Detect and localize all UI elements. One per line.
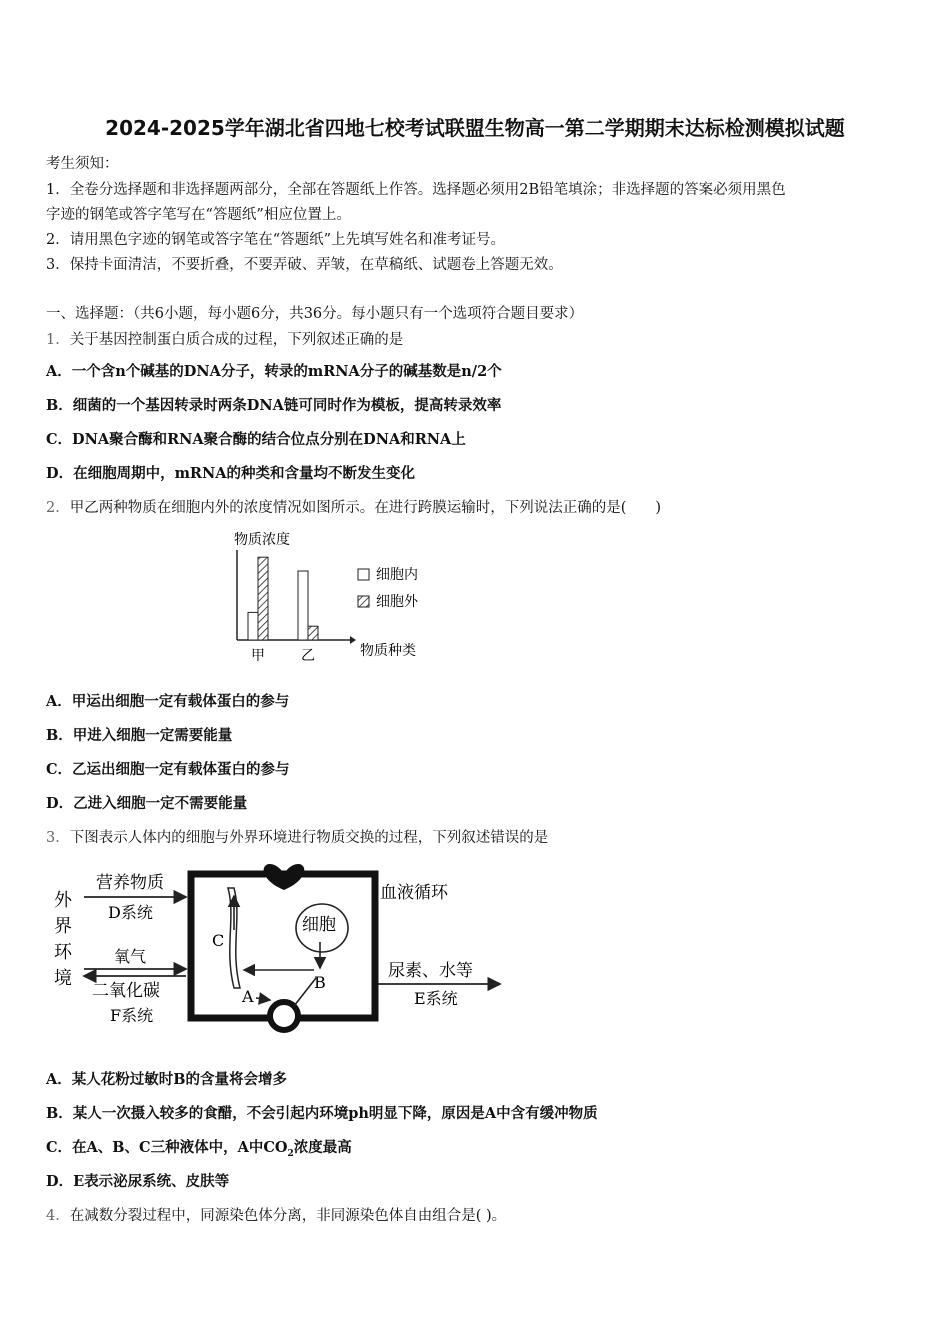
x-tick-label: 甲 <box>251 648 265 664</box>
label-b: B <box>314 973 326 992</box>
external-env-char: 界 <box>54 916 72 937</box>
q3-option-c <box>46 1136 352 1159</box>
question-3 <box>46 826 548 847</box>
q2-option-b: B．甲进入细胞一定需要能量 <box>46 727 233 744</box>
bar-甲-细胞内 <box>248 612 258 640</box>
section-heading: 一、选择题：（共6小题，每小题6分，共36分。每小题只有一个选项符合题目要求） <box>46 306 584 322</box>
notice-item: 1．全卷分选择题和非选择题两部分，全部在答题纸上作答。选择题必须用2B铅笔填涂；非选择题的答案必须用黑色 <box>46 182 786 198</box>
question-number: 2． <box>46 500 70 516</box>
label-nutrient: 营养物质 <box>96 873 164 893</box>
label-co2: 二氧化碳 <box>92 981 160 1001</box>
q1-option-c: C．DNA聚合酶和RNA聚合酶的结合位点分别在DNA和RNA上 <box>46 431 466 448</box>
q2-option-d: D．乙进入细胞一定不需要能量 <box>46 795 248 812</box>
q2-option-c: C．乙运出细胞一定有载体蛋白的参与 <box>46 761 290 778</box>
x-tick-label: 乙 <box>301 648 315 664</box>
q1-option-d: D．在细胞周期中，mRNA的种类和含量均不断发生变化 <box>46 465 415 482</box>
question-number: 1． <box>46 332 70 348</box>
page-title: 2024-2025学年湖北省四地七校考试联盟生物高一第二学期期末达标检测模拟试题 <box>105 116 845 140</box>
label-f-system: F系统 <box>110 1006 154 1025</box>
capillary-link <box>294 978 316 1006</box>
label-d-system: D系统 <box>108 903 153 922</box>
notice-heading: 考生须知： <box>46 156 119 172</box>
q3-option-a: A．某人花粉过敏时B的含量将会增多 <box>46 1071 288 1088</box>
notice-item: 2．请用黑色字迹的钢笔或答字笔在“答题纸”上先填写姓名和准考证号。 <box>46 232 506 248</box>
chart-marks <box>248 557 318 664</box>
q3-option-d: D．E表示泌尿系统、皮肤等 <box>46 1173 230 1190</box>
chart-x-axis-label: 物质种类 <box>360 643 416 659</box>
external-env-char: 境 <box>54 968 72 989</box>
option-text: C．在A、B、C三种液体中，A中CO <box>46 1139 288 1156</box>
chart-x-axis-arrow <box>350 636 356 644</box>
notice-item: 3．保持卡面清洁，不要折叠，不要弄破、弄皱，在草稿纸、试题卷上答题无效。 <box>46 257 563 273</box>
label-cell: 细胞 <box>302 915 336 935</box>
heart-shape <box>264 864 305 890</box>
legend-swatch-inside <box>358 569 369 580</box>
q2-option-a: A．甲运出细胞一定有载体蛋白的参与 <box>46 693 290 710</box>
q1-option-b: B．细菌的一个基因转录时两条DNA链可同时作为模板，提高转录效率 <box>46 397 502 414</box>
q1-option-a: A．一个含n个碱基的DNA分子，转录的mRNA分子的碱基数是n/2个 <box>46 363 502 380</box>
legend-label-inside: 细胞内 <box>376 567 418 583</box>
bar-甲-细胞外 <box>258 557 268 640</box>
option-text: 浓度最高 <box>293 1139 352 1156</box>
question-1 <box>46 328 403 349</box>
chart-y-axis-label: 物质浓度 <box>234 532 290 548</box>
external-env-char: 外 <box>54 890 72 911</box>
legend-swatch-outside <box>358 596 369 607</box>
q3-option-b: B．某人一次摄入较多的食醋，不会引起内环境ph明显下降，原因是A中含有缓冲物质 <box>46 1105 598 1122</box>
label-blood-circulation: 血液循环 <box>380 883 448 903</box>
label-e-system: E系统 <box>414 989 458 1008</box>
question-number: 3． <box>46 830 70 846</box>
subscript: 2 <box>287 1148 294 1159</box>
label-oxygen: 氧气 <box>114 947 147 966</box>
label-a: A <box>242 987 254 1006</box>
legend-label-outside: 细胞外 <box>376 594 418 610</box>
question-stem: 关于基因控制蛋白质合成的过程，下列叙述正确的是 <box>69 332 404 348</box>
question-stem: 甲乙两种物质在细胞内外的浓度情况如图所示。在进行跨膜运输时，下列说法正确的是( ) <box>69 500 662 516</box>
bar-乙-细胞外 <box>308 626 318 640</box>
label-urea: 尿素、水等 <box>388 961 473 981</box>
arrow-a <box>256 998 270 1000</box>
notice-item: 字迹的钢笔或答字笔写在“答题纸”相应位置上。 <box>46 207 351 223</box>
lung-capillary <box>270 1002 298 1030</box>
question-stem: 在减数分裂过程中，同源染色体分离，非同源染色体自由组合是( )。 <box>69 1208 507 1224</box>
concentration-bar-chart <box>210 522 450 672</box>
question-4 <box>46 1204 506 1225</box>
question-number: 4． <box>46 1208 70 1224</box>
bar-乙-细胞内 <box>298 571 308 640</box>
label-c: C <box>212 931 225 950</box>
question-2 <box>46 496 661 517</box>
question-stem: 下图表示人体内的细胞与外界环境进行物质交换的过程，下列叙述错误的是 <box>69 830 549 846</box>
external-env-char: 环 <box>54 942 72 963</box>
material-exchange-diagram <box>48 858 508 1038</box>
